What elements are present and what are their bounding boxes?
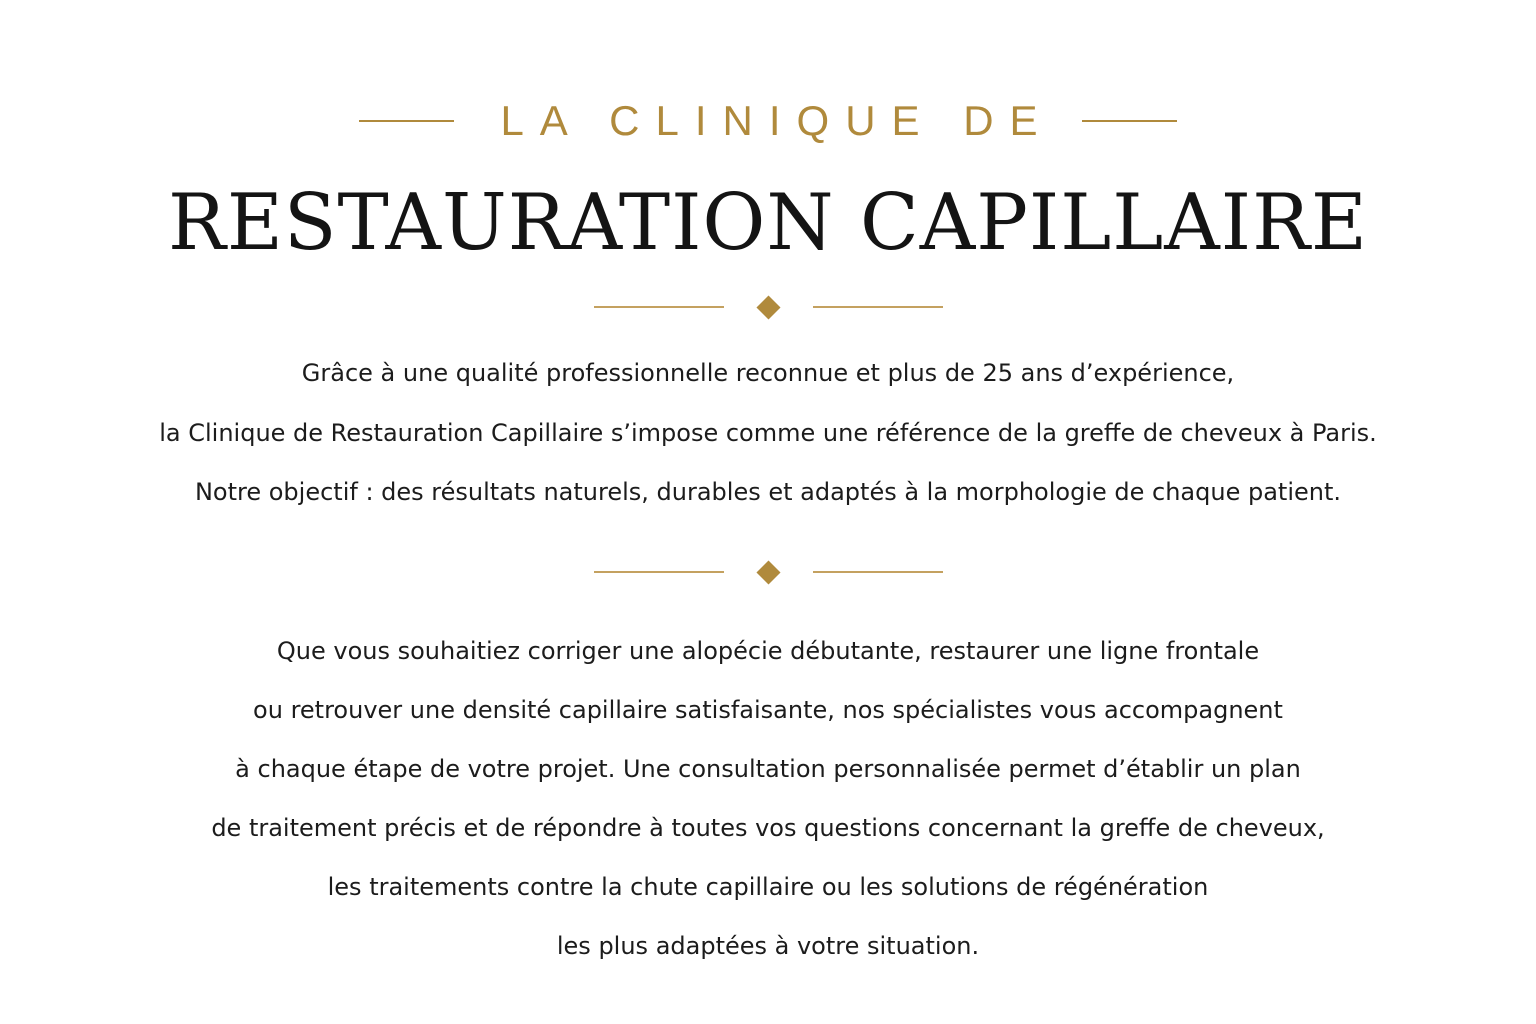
details-line: les plus adaptées à votre situation. bbox=[556, 932, 980, 960]
divider-left-rule bbox=[594, 306, 724, 308]
ornament-divider-middle bbox=[0, 557, 1536, 587]
intro-line: la Clinique de Restauration Capillaire s’impose comme une référence de la greffe de cheveux à Paris. bbox=[159, 418, 1377, 447]
eyebrow-right-rule bbox=[1082, 120, 1177, 122]
eyebrow-text: LA CLINIQUE DE bbox=[500, 97, 1054, 144]
eyebrow-row bbox=[0, 96, 1536, 146]
intro-line: Grâce à une qualité professionnelle reconnue et plus de 25 ans d’expérience, bbox=[301, 359, 1235, 387]
page-title: RESTAURATION CAPILLAIRE bbox=[167, 178, 1368, 268]
ornament-divider-top bbox=[0, 292, 1536, 322]
details-line: les traitements contre la chute capillaire ou les solutions de régénération bbox=[327, 873, 1209, 901]
details-line: à chaque étape de votre projet. Une consultation personnalisée permet d’établir un plan bbox=[235, 755, 1301, 783]
intro-paragraph bbox=[0, 344, 1536, 523]
divider-right-rule bbox=[813, 571, 943, 573]
divider-right-rule bbox=[813, 306, 943, 308]
eyebrow-left-rule bbox=[359, 120, 454, 122]
details-line: Que vous souhaitiez corriger une alopécie débutante, restaurer une ligne frontale bbox=[276, 637, 1260, 665]
diamond-icon bbox=[756, 560, 780, 584]
intro-line: Notre objectif : des résultats naturels, durables et adaptés à la morphologie de chaque patient. bbox=[194, 478, 1342, 506]
divider-left-rule bbox=[594, 571, 724, 573]
details-line: de traitement précis et de répondre à toutes vos questions concernant la greffe de cheveux, bbox=[211, 814, 1325, 842]
details-line: ou retrouver une densité capillaire satisfaisante, nos spécialistes vous accompagnent bbox=[253, 696, 1283, 724]
details-paragraph bbox=[0, 622, 1536, 976]
diamond-icon bbox=[756, 295, 780, 319]
